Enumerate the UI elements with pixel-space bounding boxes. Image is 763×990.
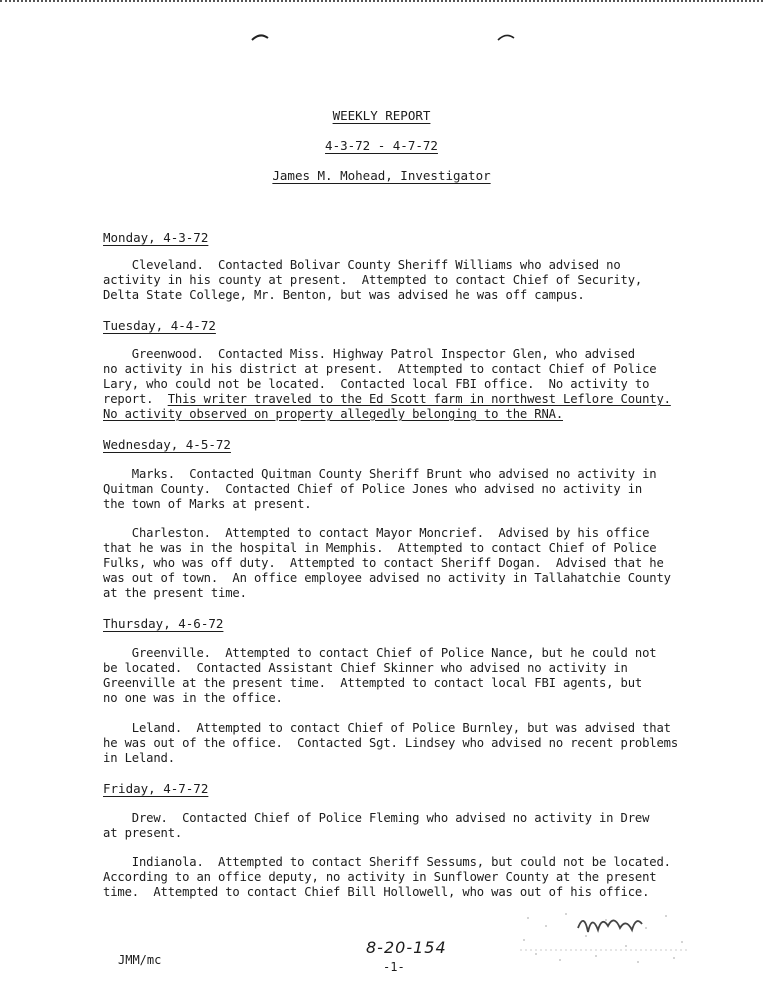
report-paragraph: Indianola. Attempted to contact Sheriff Sessums, but could not be located. According to an office deputy, no activity in Sunflower County at the present time. Attempted to contact Chief Bill Hollowell, who was out of his office. [103,855,671,899]
handwritten-document-number: 8-20-154 [366,938,447,957]
day-heading: Monday, 4-3-72 [103,230,209,245]
report-paragraph: Greenville. Attempted to contact Chief of Police Nance, but he could not be located. Contacted Assistant Chief Skinner who advised no activity in Greenville at the present time. Attempted to contact local FBI agents, but no one was in the office. [103,646,657,705]
staple-mark-icon [250,32,270,42]
report-paragraph: Charleston. Attempted to contact Mayor Moncrief. Advised by his office that he was in the hospital in Memphis. Attempted to contact Chief of Police Fulks, who was off duty. Attempted to contact Sheriff Dogan. Advised that he was out of town. An office employee advised no activity in Tallahatchie County at the present time. [103,526,671,600]
report-dates: 4-3-72 - 4-7-72 [325,138,438,153]
report-paragraph: Leland. Attempted to contact Chief of Police Burnley, but was advised that he was out of the office. Contacted Sgt. Lindsey who advised no recent problems in Leland. [103,721,678,765]
typist-initials: JMM/mc [118,953,162,967]
underlined-passage: This writer traveled to the Ed Scott farm in northwest Leflore County. No activity observed on property allegedly belonging to the RNA. [103,392,671,421]
report-author: James M. Mohead, Investigator [272,168,491,183]
staple-mark-icon [496,32,516,42]
day-heading: Thursday, 4-6-72 [103,616,224,631]
report-paragraph: Cleveland. Contacted Bolivar County Sheriff Williams who advised no activity in his county at present. Attempted to contact Chief of Security, Delta State College, Mr. Benton, but was advised he was off campus. [103,258,643,302]
report-paragraph: Marks. Contacted Quitman County Sheriff Brunt who advised no activity in Quitman County. Contacted Chief of Police Jones who advised no activity in the town of Marks at present. [103,467,657,511]
report-paragraph: Drew. Contacted Chief of Police Fleming who advised no activity in Drew at present. [103,811,650,840]
report-paragraph: Greenwood. Contacted Miss. Highway Patrol Inspector Glen, who advised no activity in his district at present. Attempted to contact Chief of Police Lary, who could not be located. Contacted local FBI office. No activity to report. This writer traveled to the Ed Scott farm in northwest Leflore County. No activity observed on property allegedly belonging to the RNA. [103,347,671,421]
day-heading: Friday, 4-7-72 [103,781,209,796]
archive-stamp-icon [516,906,692,970]
day-heading: Wednesday, 4-5-72 [103,437,231,452]
page-number: -1- [383,960,405,974]
day-heading: Tuesday, 4-4-72 [103,318,216,333]
report-title: WEEKLY REPORT [332,108,431,123]
top-edge-dots [0,0,763,8]
